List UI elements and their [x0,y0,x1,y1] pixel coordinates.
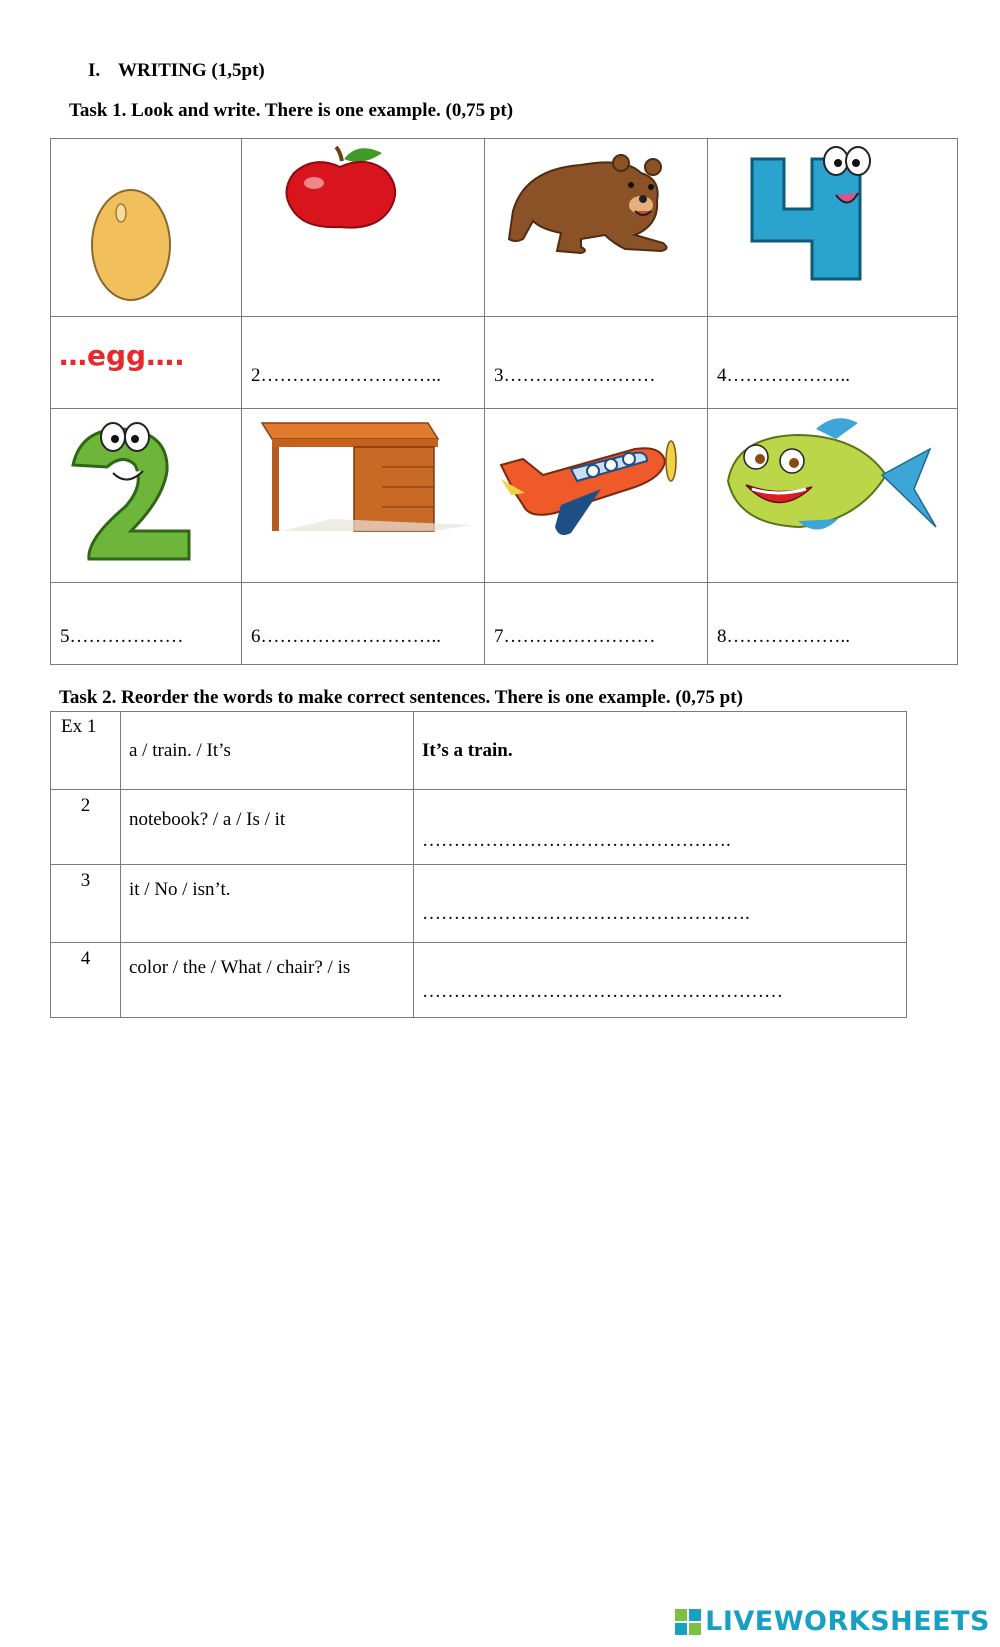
example-answer: …egg…. [59,339,185,372]
table-row [51,712,907,790]
scrambled-words: notebook? / a / Is / it [121,790,414,865]
answer-cell-8[interactable] [708,583,958,665]
answer-blank-6[interactable]: 6……………………….. [251,625,441,647]
section-number: I. [88,60,101,81]
sentence-answer-blank[interactable]: ………………………………………………… [414,943,907,1018]
bear-picture [485,139,708,317]
row-number: 4 [51,943,121,1018]
answer-cell-6[interactable] [242,583,485,665]
table-row [51,865,907,943]
task2-title: Task 2. Reorder the words to make correct sentences. There is one example. (0,75 pt) [59,687,743,708]
task1-grid [50,138,958,665]
section-title: WRITING (1,5pt) [118,60,265,81]
apple-picture-cell [242,139,485,317]
airplane-picture-cell [485,409,708,583]
row-number: 3 [51,865,121,943]
answer-cell-5[interactable] [51,583,242,665]
answer-cell-1 [51,317,242,409]
number-four-picture-cell [708,139,958,317]
number-four-picture [708,139,958,317]
row-number: 2 [51,790,121,865]
scrambled-words: a / train. / It’s [121,712,414,790]
answer-cell-7[interactable] [485,583,708,665]
egg-picture-cell [51,139,242,317]
desk-picture-cell [242,409,485,583]
egg-picture [51,139,242,317]
answer-blank-4[interactable]: 4……………….. [717,364,850,386]
answer-blank-3[interactable]: 3…………………… [494,364,656,386]
answer-cell-3[interactable] [485,317,708,409]
fish-picture-cell [708,409,958,583]
liveworksheets-icon [675,1609,701,1635]
section-heading [88,60,265,82]
desk-picture [242,409,485,583]
apple-picture [242,139,485,317]
answer-cell-4[interactable] [708,317,958,409]
liveworksheets-logo [675,1606,990,1637]
answer-blank-5[interactable]: 5……………… [60,625,184,647]
scrambled-words: color / the / What / chair? / is [121,943,414,1018]
bear-picture-cell [485,139,708,317]
sentence-answer-blank[interactable]: ……………………………………………. [414,865,907,943]
logo-text: LIVEWORKSHEETS [705,1606,990,1637]
table-row [51,943,907,1018]
number-two-picture [51,409,242,583]
scrambled-words: it / No / isn’t. [121,865,414,943]
sentence-answer: It’s a train. [414,712,907,790]
row-number: Ex 1 [51,712,121,790]
task2-table [50,711,907,1018]
task1-title: Task 1. Look and write. There is one example. (0,75 pt) [69,100,514,121]
table-row [51,790,907,865]
answer-cell-2[interactable] [242,317,485,409]
answer-blank-7[interactable]: 7…………………… [494,625,656,647]
answer-blank-2[interactable]: 2……………………….. [251,364,441,386]
number-two-picture-cell [51,409,242,583]
answer-blank-8[interactable]: 8……………….. [717,625,850,647]
fish-picture [708,409,958,583]
airplane-picture [485,409,708,583]
sentence-answer-blank[interactable]: …………………………………………. [414,790,907,865]
